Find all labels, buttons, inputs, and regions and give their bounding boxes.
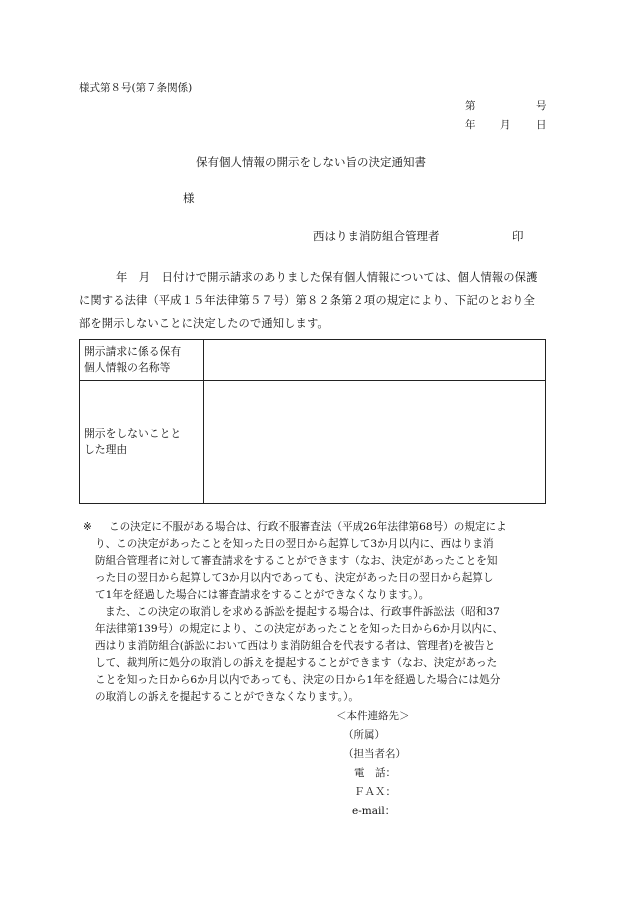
addressee-suffix: 様 bbox=[183, 191, 195, 205]
contact-email: e-mail： bbox=[352, 805, 396, 817]
label-line: 個人情報の名称等 bbox=[84, 361, 171, 374]
number-prefix: 第 bbox=[465, 100, 476, 112]
contact-fax: ＦＡＸ： bbox=[354, 786, 396, 798]
note-line: この決定に不服がある場合は、行政不服審査法（平成26年法律第68号）の規定によ bbox=[109, 521, 507, 533]
row-value-document-name bbox=[204, 340, 546, 381]
note-line: ことを知った日から6か月以内であっても、決定の日から1年を経過した場合には処分 bbox=[95, 674, 501, 686]
info-table bbox=[79, 339, 546, 504]
note-mark: ※ bbox=[83, 521, 92, 533]
note-line: して、裁判所に処分の取消しの訴えを提起することができます（なお、決定があった bbox=[95, 657, 498, 669]
row-value-reason bbox=[204, 381, 546, 504]
note-line: り、この決定があったことを知った日の翌日から起算して3か月以内に、西はりま消 bbox=[95, 538, 494, 550]
contact-person: （担当者名） bbox=[343, 748, 406, 760]
number-suffix: 号 bbox=[536, 100, 547, 112]
date-day: 日 bbox=[536, 119, 547, 131]
note-line: 年法律第139号）の規定により、この決定があったことを知った日から6か月以内に、 bbox=[95, 623, 504, 635]
body-line-2: に関する法律（平成１５年法律第５７号）第８２条第２項の規定により、下記のとおり全 bbox=[79, 294, 535, 307]
label-line: した理由 bbox=[84, 443, 128, 456]
document-title: 保有個人情報の開示をしない旨の決定通知書 bbox=[196, 155, 426, 169]
form-number: 様式第８号(第７条関係) bbox=[79, 82, 193, 94]
note-line: また、この決定の取消しを求める訴訟を提起する場合は、行政事件訴訟法（昭和37 bbox=[105, 606, 500, 618]
body-line-3: 部を開示しないことに決定したので通知します。 bbox=[79, 317, 329, 330]
note-line: 防組合管理者に対して審査請求をすることができます（なお、決定があったことを知 bbox=[95, 555, 498, 567]
note-line: 西はりま消防組合(訴訟において西はりま消防組合を代表する者は、管理者)を被告と bbox=[95, 640, 496, 652]
contact-heading: ＜本件連絡先＞ bbox=[336, 710, 410, 722]
note-line: の取消しの訴えを提起することができなくなります。）。 bbox=[95, 691, 359, 703]
note-line: った日の翌日から起算して3か月以内であっても、決定があった日の翌日から起算し bbox=[95, 572, 494, 584]
table-row bbox=[80, 340, 546, 381]
row-label-document-name bbox=[80, 340, 204, 381]
date-year: 年 bbox=[465, 119, 476, 131]
row-label-reason bbox=[80, 381, 204, 504]
label-line: 開示をしないことと bbox=[84, 427, 182, 440]
seal-mark: 印 bbox=[512, 229, 524, 243]
contact-department: （所属） bbox=[343, 729, 385, 741]
date-month: 月 bbox=[500, 119, 511, 131]
note-line: て1年を経過した場合には審査請求をすることができなくなります。）。 bbox=[95, 589, 430, 601]
contact-phone: 電 話： bbox=[354, 767, 396, 779]
issuer-name: 西はりま消防組合管理者 bbox=[313, 229, 440, 243]
body-line-1: 年 月 日付けで開示請求のありました保有個人情報については、個人情報の保護 bbox=[116, 271, 538, 284]
label-line: 開示請求に係る保有 bbox=[84, 345, 182, 358]
table-row bbox=[80, 381, 546, 504]
